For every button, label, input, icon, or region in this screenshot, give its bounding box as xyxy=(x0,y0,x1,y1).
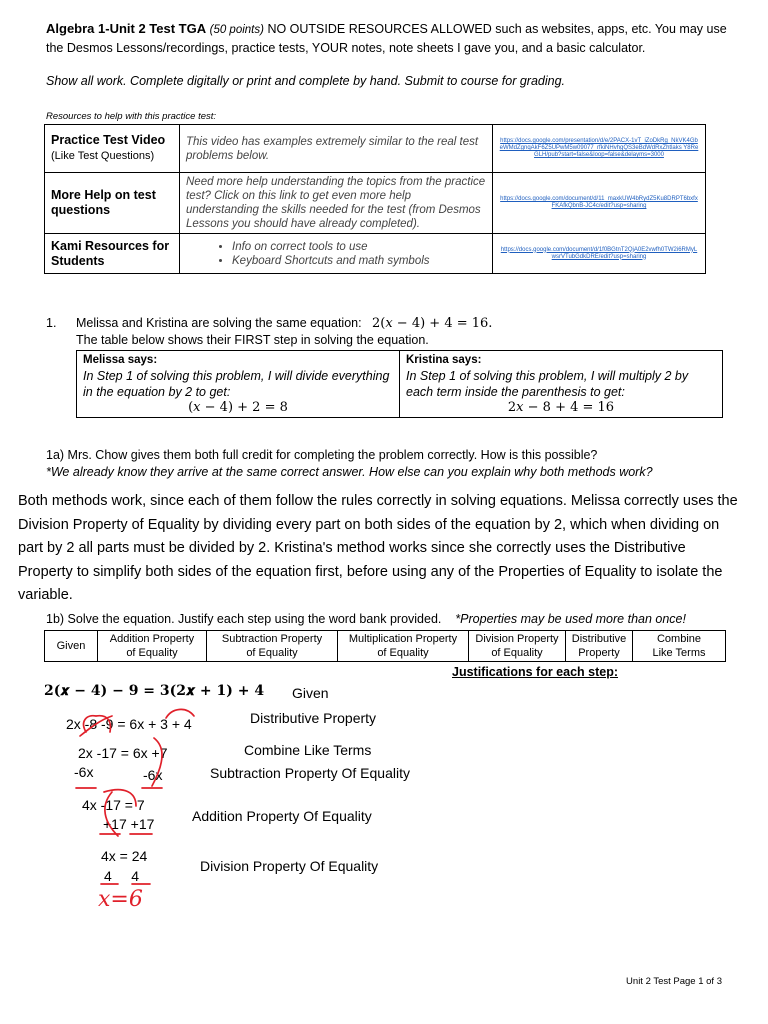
work-given-equation: 𝟐(𝒙 − 𝟒) − 𝟗 = 𝟑(𝟐𝒙 + 𝟏) + 𝟒 xyxy=(44,683,265,699)
resource-title: Practice Test Video xyxy=(51,133,166,147)
word-bank-item: Combine Like Terms xyxy=(633,631,726,662)
word-bank-item: Distributive Property xyxy=(566,631,633,662)
word-bank-item: Multiplication Property of Equality xyxy=(338,631,469,662)
resource-subtitle: (Like Test Questions) xyxy=(51,150,155,162)
points: (50 points) xyxy=(209,24,264,36)
question-number: 1. xyxy=(46,316,57,330)
justification: Addition Property Of Equality xyxy=(192,808,372,824)
melissa-text: In Step 1 of solving this problem, I will divide everything in the equation by 2 to get: xyxy=(83,369,390,399)
work-step: -6x xyxy=(74,764,94,780)
justification: Distributive Property xyxy=(250,710,377,726)
resource-desc: This video has examples extremely similar to the real test problems below. xyxy=(180,125,493,173)
work-step: 2x -8 -9 = 6x + 3 + 4 xyxy=(66,716,192,732)
work-step: 4x = 24 xyxy=(101,848,148,864)
header-line2: the Desmos Lessons/recordings, practice tests, YOUR notes, note sheets I gave you, and a basic calculator. xyxy=(46,41,646,55)
table-intro: The table below shows their FIRST step in solving the equation. xyxy=(76,333,429,347)
header-line1: NO OUTSIDE RESOURCES ALLOWED such as websites, apps, etc. You may use xyxy=(267,22,727,36)
annotation-bracket xyxy=(166,709,194,718)
q1b-question: 1b) Solve the equation. Justify each step using the word bank provided. xyxy=(46,612,442,626)
bullet-item: • Keyboard Shortcuts and math symbols xyxy=(232,254,486,268)
resource-title: Kami Resources for Students xyxy=(45,234,180,274)
bullet-item: • Info on correct tools to use xyxy=(232,240,486,254)
justification: Combine Like Terms xyxy=(244,742,372,758)
word-bank-item: Subtraction Property of Equality xyxy=(207,631,338,662)
work-step: 4x -17 = 7 xyxy=(82,797,145,813)
annotation-strike xyxy=(152,738,162,786)
handwritten-answer: x=6 xyxy=(98,887,143,912)
word-bank-item: Division Property of Equality xyxy=(469,631,566,662)
work-step: 2x -17 = 6x +7 xyxy=(78,745,168,761)
kristina-head: Kristina says: xyxy=(406,354,482,366)
justification: Subtraction Property Of Equality xyxy=(210,765,410,781)
q1a-answer: Both methods work, since each of them follow the rules correctly in solving equations. Melissa correctly uses the Division Property of Equality by dividing every part on both sides of the equation by 2, which when dividing on part by 2 all parts must be divided by 2. Kristina's method works since she correctly uses the Distributive Property to simplify both sides of the equation first, before using any of the Properties of Equality to isolate the variable. xyxy=(18,493,738,603)
justification: Division Property Of Equality xyxy=(200,858,379,874)
word-bank-item: Addition Property of Equality xyxy=(98,631,207,662)
kristina-math: 2𝑥 − 8 + 4 = 16 xyxy=(507,400,615,415)
q1b-hint: *Properties may be used more than once! xyxy=(455,612,686,626)
kristina-text: In Step 1 of solving this problem, I will multiply 2 by each term inside the parenthesis to get: xyxy=(406,369,689,399)
question-intro-text: Melissa and Kristina are solving the same equation: xyxy=(76,316,362,330)
resource-link[interactable]: https://docs.google.com/presentation/d/e/2PACX-1vT_iZoDkRg_NkVK4GbeWMdZgnqAkF6Z5UPwM5w09077_rfkiNHvhgQS3eBdWdRxZhtlaks Y8ReGLH/pub?start=false&loop=false&delayms=3000 xyxy=(493,125,706,173)
resource-link[interactable]: https://docs.google.com/document/d/11_maxkUW4bRydZ5Ku8DRPT6bxfxFKAfkQbnB-JC4c/edit?usp=sharing xyxy=(493,173,706,234)
work-step: -6x xyxy=(143,767,163,783)
melissa-head: Melissa says: xyxy=(83,354,158,366)
work-step: +17 +17 xyxy=(103,816,155,832)
page-footer: Unit 2 Test Page 1 of 3 xyxy=(626,976,722,987)
justifications-header: Justifications for each step: xyxy=(452,665,619,679)
work-step: 4 4 xyxy=(104,868,140,884)
q1a-hint: *We already know they arrive at the same correct answer. How else can you explain why both methods work? xyxy=(46,465,653,479)
question-equation: 2(𝑥 − 4) + 4 = 16. xyxy=(372,316,493,331)
test-title: Algebra 1-Unit 2 Test TGA xyxy=(46,21,207,36)
q1a-question: 1a) Mrs. Chow gives them both full credit for completing the problem correctly. How is this possible? xyxy=(46,448,598,462)
resource-title: More Help on test questions xyxy=(45,173,180,234)
instructions: Show all work. Complete digitally or print and complete by hand. Submit to course for grading. xyxy=(46,74,566,88)
melissa-math: (𝑥 − 4) + 2 = 8 xyxy=(188,400,288,415)
word-bank-item: Given xyxy=(45,631,98,662)
justification: Given xyxy=(292,685,329,701)
resource-link[interactable]: https://docs.google.com/document/d/1f0BGtnT2QjA0E2vwfh0TW2i6RMyLwsrVTubGdkDRE/edit?usp=sharing xyxy=(493,234,706,274)
resources-caption: Resources to help with this practice test: xyxy=(46,111,217,122)
annotation-strike xyxy=(105,792,118,836)
resource-desc: Need more help understanding the topics from the practice test? Click on this link to get even more help understanding the skills needed for the test (from Desmos Lessons you should have already completed). xyxy=(180,173,493,234)
